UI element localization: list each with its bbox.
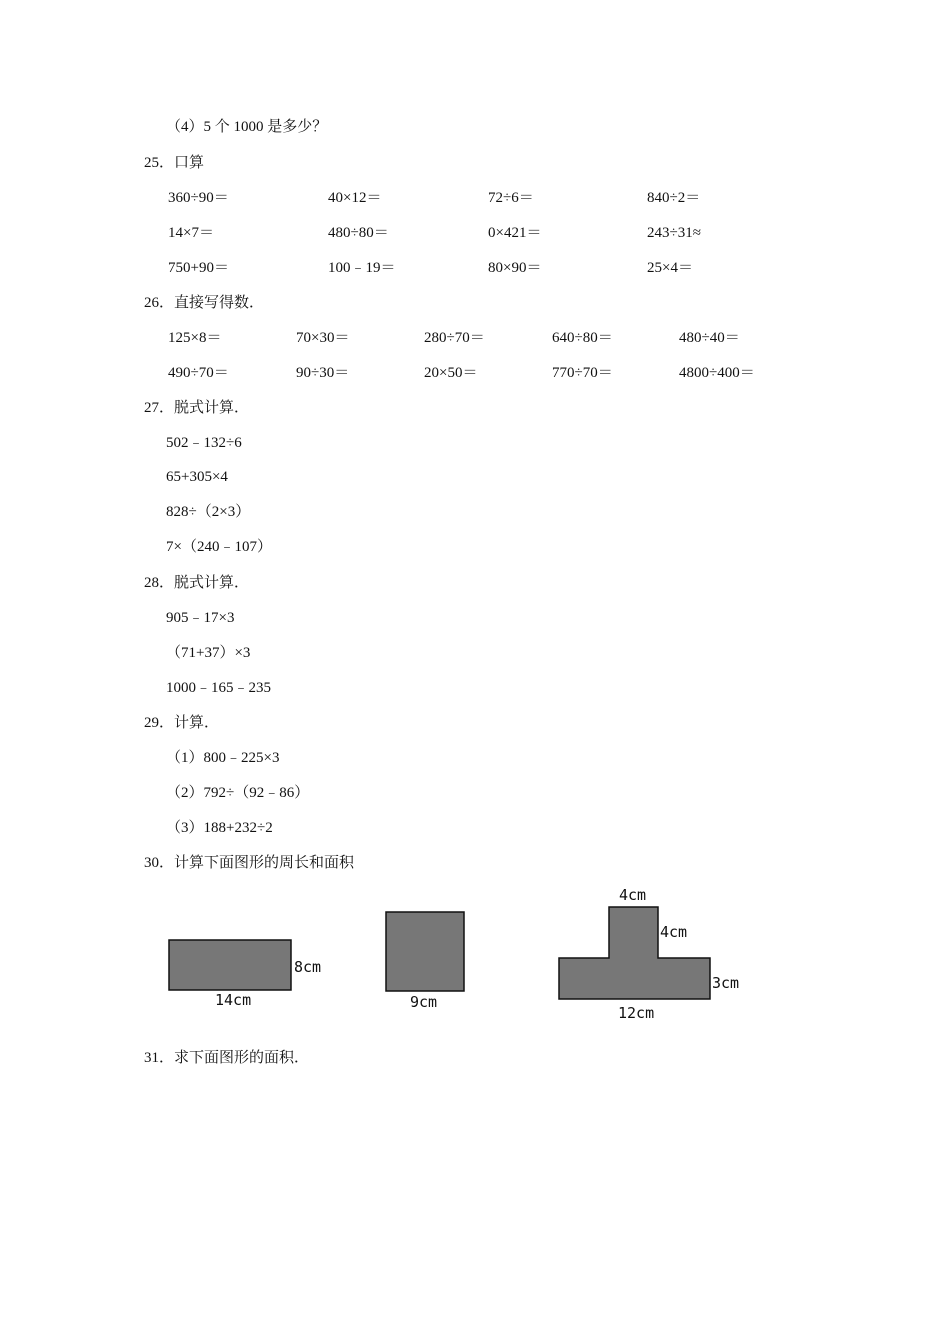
q30-title: 30．计算下面图形的周长和面积 [144, 855, 355, 871]
q29-item-2: （2）792÷（92﹣86） [166, 785, 310, 801]
q29-item-1: （1）800﹣225×3 [166, 750, 280, 766]
q27-title: 27．脱式计算． [144, 400, 250, 416]
q25-r2-c4: 243÷31≈ [647, 225, 701, 241]
q26-r2-c1: 490÷70＝ [168, 365, 229, 381]
q26-r1-c1: 125×8＝ [168, 330, 222, 346]
q25-r2-c3: 0×421＝ [488, 225, 542, 241]
q27-item-2: 65+305×4 [166, 469, 228, 485]
q25-r3-c1: 750+90＝ [168, 260, 229, 276]
q28-item-3: 1000﹣165﹣235 [166, 680, 272, 696]
q28-item-2: （71+37）×3 [166, 645, 251, 661]
q30-t-top-label: 4cm [619, 886, 647, 904]
q30-t-shape [559, 907, 710, 999]
q26-r1-c2: 70×30＝ [296, 330, 350, 346]
q26-r2-c4: 770÷70＝ [552, 365, 613, 381]
q28-item-1: 905﹣17×3 [166, 610, 235, 626]
q29-title: 29．计算． [144, 715, 220, 731]
q26-r1-c4: 640÷80＝ [552, 330, 613, 346]
q27-item-3: 828÷（2×3） [166, 504, 251, 520]
q25-r3-c2: 100﹣19＝ [328, 260, 396, 276]
q31-title: 31．求下面图形的面积． [144, 1050, 310, 1066]
q25-r1-c1: 360÷90＝ [168, 190, 229, 206]
q25-title: 25．口算 [144, 155, 205, 171]
q25-r2-c2: 480÷80＝ [328, 225, 389, 241]
q30-t-base-height-label: 3cm [712, 974, 740, 992]
q26-r1-c3: 280÷70＝ [424, 330, 485, 346]
q27-item-1: 502﹣132÷6 [166, 435, 242, 451]
q30-rectangle [169, 940, 291, 990]
q25-r3-c4: 25×4＝ [647, 260, 693, 276]
q26-r2-c5: 4800÷400＝ [679, 365, 755, 381]
q26-r1-c5: 480÷40＝ [679, 330, 740, 346]
q29-item-3: （3）188+232÷2 [166, 820, 273, 836]
q25-r3-c3: 80×90＝ [488, 260, 542, 276]
q30-t-base-width-label: 12cm [618, 1004, 655, 1022]
q26-r2-c3: 20×50＝ [424, 365, 478, 381]
q27-item-4: 7×（240﹣107） [166, 539, 272, 555]
q25-r2-c1: 14×7＝ [168, 225, 214, 241]
q30-square [386, 912, 464, 991]
q25-r1-c4: 840÷2＝ [647, 190, 701, 206]
q28-title: 28．脱式计算． [144, 575, 250, 591]
q30-rect-width-label: 14cm [215, 991, 252, 1009]
q30-square-side-label: 9cm [410, 993, 438, 1011]
q24-sub4: （4）5 个 1000 是多少？ [166, 119, 328, 135]
q26-r2-c2: 90÷30＝ [296, 365, 350, 381]
q26-title: 26．直接写得数． [144, 295, 265, 311]
q25-r1-c3: 72÷6＝ [488, 190, 534, 206]
q30-rect-height-label: 8cm [294, 958, 322, 976]
q25-r1-c2: 40×12＝ [328, 190, 382, 206]
q30-t-stem-label: 4cm [660, 923, 688, 941]
